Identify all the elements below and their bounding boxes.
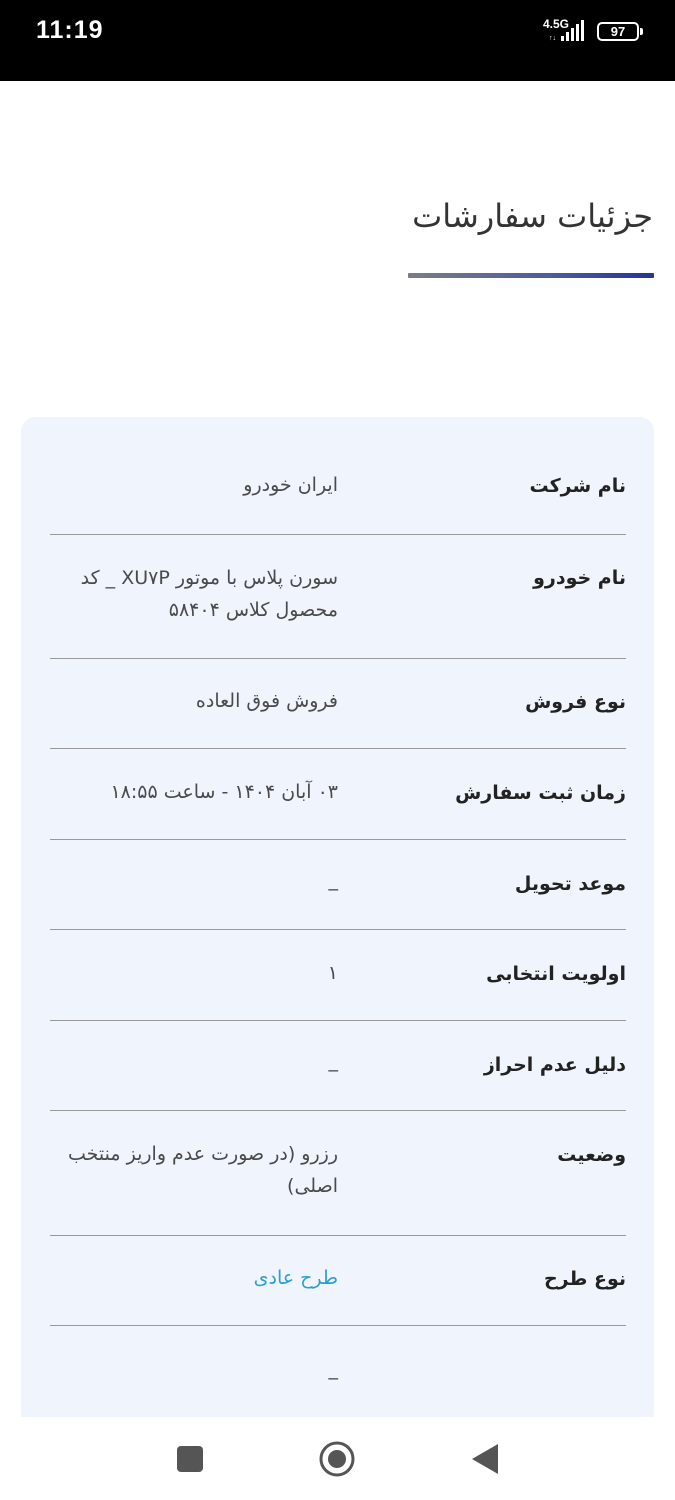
detail-row-priority xyxy=(50,930,626,1021)
detail-row-delivery-date xyxy=(50,840,626,930)
detail-row-extra xyxy=(50,1326,626,1417)
detail-label: دلیل عدم احراز xyxy=(483,1054,626,1076)
detail-value: ۱ xyxy=(327,962,338,984)
title-underline xyxy=(408,273,654,278)
status-time: 11:19 xyxy=(36,16,104,44)
detail-label: نوع فروش xyxy=(525,691,626,713)
detail-label: موعد تحویل xyxy=(514,873,626,895)
page-title: جزئیات سفارشات xyxy=(412,197,653,235)
detail-row-sale-type xyxy=(50,659,626,749)
plan-type-link[interactable]: طرح عادی xyxy=(253,1267,338,1289)
back-triangle-icon[interactable] xyxy=(465,1439,505,1479)
status-icons xyxy=(539,16,639,46)
status-bar xyxy=(0,0,675,81)
network-type-label: 4.5G xyxy=(543,17,570,31)
recents-square-icon[interactable] xyxy=(170,1439,210,1479)
detail-label: نام خودرو xyxy=(533,567,626,589)
detail-value: _ xyxy=(328,1358,338,1380)
detail-label: نوع طرح xyxy=(543,1268,626,1290)
detail-row-order-time xyxy=(50,749,626,840)
order-details-card xyxy=(21,417,654,1417)
detail-label: نام شرکت xyxy=(529,475,626,497)
detail-value: سورن پلاس با موتور XU۷P _ کد محصول کلاس ۵۸۴۰۴ xyxy=(80,567,338,621)
detail-value: _ xyxy=(328,869,338,891)
detail-value: فروش فوق العاده xyxy=(195,690,338,712)
detail-label: زمان ثبت سفارش xyxy=(455,782,626,804)
detail-value: ایران خودرو xyxy=(243,474,338,496)
detail-row-rejection-reason xyxy=(50,1021,626,1111)
detail-value: رزرو (در صورت عدم واریز منتخب اصلی) xyxy=(68,1143,338,1197)
battery-tip xyxy=(640,28,643,35)
detail-row-company xyxy=(50,446,626,535)
detail-row-status xyxy=(50,1111,626,1236)
svg-text:↑↓: ↑↓ xyxy=(549,35,556,42)
home-circle-icon[interactable] xyxy=(317,1439,357,1479)
detail-row-plan-type xyxy=(50,1236,626,1326)
battery-level: 97 xyxy=(610,24,626,39)
detail-value: ۰۳ آبان ۱۴۰۴ - ساعت ۱۸:۵۵ xyxy=(110,781,338,803)
detail-label: اولویت انتخابی xyxy=(486,963,626,985)
detail-value: _ xyxy=(328,1050,338,1072)
system-nav-bar xyxy=(0,1417,675,1500)
signal-icon xyxy=(547,20,587,42)
battery-icon xyxy=(597,22,639,41)
detail-label: وضعیت xyxy=(557,1144,626,1166)
detail-row-car-name xyxy=(50,535,626,659)
